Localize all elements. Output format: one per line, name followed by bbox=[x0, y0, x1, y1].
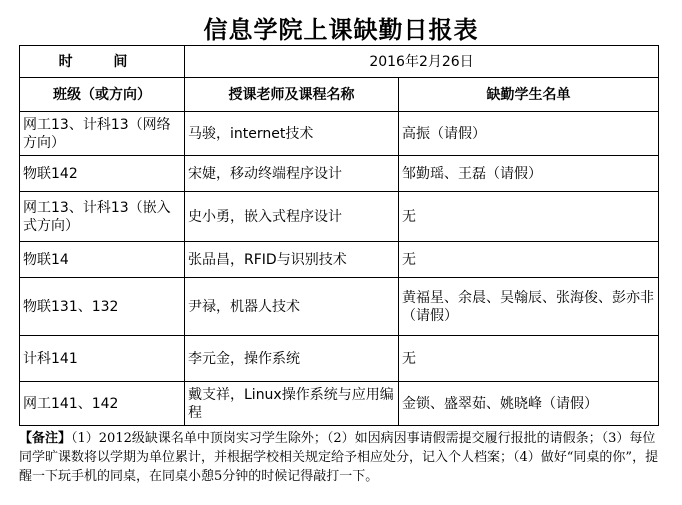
absent-cell: 邹勤瑶、王磊（请假） bbox=[399, 156, 659, 192]
report-title: 信息学院上课缺勤日报表 bbox=[203, 15, 479, 44]
table-row bbox=[20, 112, 659, 156]
absent-cell: 黄福星、余晨、吴翰辰、张海俊、彭亦非（请假） bbox=[399, 278, 659, 336]
table-row bbox=[20, 278, 659, 336]
teacher-course-cell: 李元金，操作系统 bbox=[185, 336, 399, 382]
absent-cell: 高振（请假） bbox=[399, 112, 659, 156]
table-row bbox=[20, 156, 659, 192]
class-cell: 物联14 bbox=[20, 242, 185, 278]
absent-cell: 无 bbox=[399, 336, 659, 382]
absent-cell: 无 bbox=[399, 242, 659, 278]
header-class: 班级（或方向） bbox=[20, 78, 185, 112]
teacher-course-cell: 张品昌，RFID与识别技术 bbox=[185, 242, 399, 278]
header-absent: 缺勤学生名单 bbox=[399, 78, 659, 112]
teacher-course-cell: 史小勇，嵌入式程序设计 bbox=[185, 192, 399, 242]
date-row bbox=[20, 46, 659, 78]
remarks-text: （1）2012级缺课名单中顶岗实习学生除外；（2）如因病因事请假需提交履行报批的请假条；（3）每位同学旷课数将以学期为单位累计，并根据学校相关规定给予相应处分，记入个人档案；（4）做好“同桌的你”，提醒一下玩手机的同桌，在同桌小憩5分钟的时候记得敲打一下。 bbox=[19, 431, 659, 484]
remarks bbox=[19, 429, 664, 486]
header-teacher-course: 授课老师及课程名称 bbox=[185, 78, 399, 112]
report-date: 2016年2月26日 bbox=[185, 46, 659, 78]
remarks-label: 【备注】 bbox=[19, 431, 72, 446]
table-row bbox=[20, 242, 659, 278]
absent-cell: 无 bbox=[399, 192, 659, 242]
class-cell: 物联142 bbox=[20, 156, 185, 192]
attendance-table bbox=[19, 45, 659, 426]
class-cell: 物联131、132 bbox=[20, 278, 185, 336]
absent-cell: 金锁、盛翠茹、姚晓峰（请假） bbox=[399, 382, 659, 426]
class-cell: 计科141 bbox=[20, 336, 185, 382]
teacher-course-cell: 尹禄，机器人技术 bbox=[185, 278, 399, 336]
table-row bbox=[20, 192, 659, 242]
table-row bbox=[20, 336, 659, 382]
class-cell: 网工13、计科13（嵌入式方向） bbox=[20, 192, 185, 242]
class-cell: 网工13、计科13（网络方向） bbox=[20, 112, 185, 156]
class-cell: 网工141、142 bbox=[20, 382, 185, 426]
teacher-course-cell: 马骏，internet技术 bbox=[185, 112, 399, 156]
time-label: 时 间 bbox=[58, 53, 146, 70]
teacher-course-cell: 宋婕，移动终端程序设计 bbox=[185, 156, 399, 192]
table-row bbox=[20, 382, 659, 426]
header-row bbox=[20, 78, 659, 112]
time-label-cell bbox=[20, 46, 185, 78]
teacher-course-cell: 戴支祥，Linux操作系统与应用编程 bbox=[185, 382, 399, 426]
